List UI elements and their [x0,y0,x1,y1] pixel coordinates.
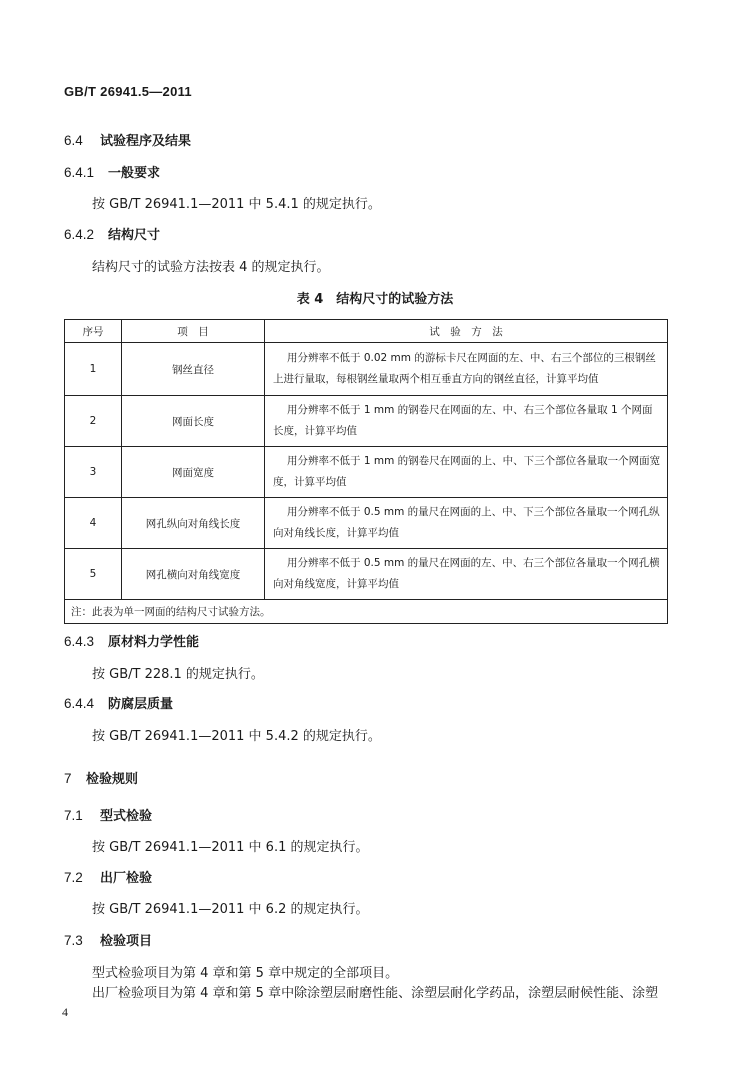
row-number: 4 [65,498,122,549]
section-number: 6.4.2 [64,227,95,242]
row-number: 5 [65,549,122,600]
section-7-3-body-1: 型式检验项目为第 4 章和第 5 章中规定的全部项目。 [92,966,399,981]
row-item: 网孔纵向对角线长度 [122,498,265,549]
row-item: 网面长度 [122,396,265,447]
table-row [65,549,668,600]
row-number: 1 [65,343,122,396]
section-6-4-1-heading [64,162,160,181]
section-6-4-2-heading [64,224,160,243]
section-number: 6.4.4 [64,696,95,711]
header-seq: 序号 [65,320,122,343]
section-7-1-body: 按 GB/T 26941.1—2011 中 6.1 的规定执行。 [92,840,369,855]
section-number: 7.1 [64,808,83,823]
section-6-4-3-heading [64,631,199,650]
section-7-3-body-2: 出厂检验项目为第 4 章和第 5 章中除涂塑层耐磨性能、涂塑层耐化学药品，涂塑层耐候性能、涂塑 [92,986,659,1001]
section-title: 型式检验 [100,809,153,824]
row-item: 网面宽度 [122,447,265,498]
table-note: 注：此表为单一网面的结构尺寸试验方法。 [65,600,668,624]
section-title: 检验规则 [86,772,139,787]
section-title: 原材料力学性能 [108,635,200,650]
section-title: 出厂检验 [100,871,153,886]
section-7-2-heading [64,867,152,886]
row-method: 用分辨率不低于 0.5 mm 的量尺在网面的左、中、右三个部位各量取一个网孔横向对角线宽度，计算平均值 [265,549,668,600]
section-6-4-1-body: 按 GB/T 26941.1—2011 中 5.4.1 的规定执行。 [92,197,381,212]
section-number: 7.3 [64,933,83,948]
row-number: 3 [65,447,122,498]
table-note-row [65,600,668,624]
row-method: 用分辨率不低于 0.5 mm 的量尺在网面的上、中、下三个部位各量取一个网孔纵向对角线长度，计算平均值 [265,498,668,549]
section-7-2-body: 按 GB/T 26941.1—2011 中 6.2 的规定执行。 [92,902,369,917]
structure-size-test-table [64,319,668,624]
section-number: 7 [64,771,72,786]
section-7-3-heading [64,930,152,949]
table-row [65,447,668,498]
section-7-1-heading [64,805,152,824]
row-method: 用分辨率不低于 1 mm 的钢卷尺在网面的左、中、右三个部位各量取 1 个网面长度，计算平均值 [265,396,668,447]
section-title: 防腐层质量 [108,697,174,712]
section-6-4-3-body: 按 GB/T 228.1 的规定执行。 [92,667,264,682]
header-method: 试 验 方 法 [265,320,668,343]
page-number: 4 [62,1005,68,1019]
section-number: 7.2 [64,870,83,885]
table-row [65,343,668,396]
table-row [65,396,668,447]
section-6-4-4-body: 按 GB/T 26941.1—2011 中 5.4.2 的规定执行。 [92,729,381,744]
table-row [65,498,668,549]
row-method: 用分辨率不低于 1 mm 的钢卷尺在网面的上、中、下三个部位各量取一个网面宽度，计算平均值 [265,447,668,498]
document-header: GB/T 26941.5—2011 [64,84,192,99]
section-number: 6.4 [64,133,83,148]
table-caption: 表 4 结构尺寸的试验方法 [296,292,454,307]
section-number: 6.4.1 [64,165,95,180]
header-item: 项 目 [122,320,265,343]
section-7-heading [64,768,138,787]
section-title: 检验项目 [100,934,153,949]
section-title: 一般要求 [108,166,161,181]
row-item: 钢丝直径 [122,343,265,396]
row-item: 网孔横向对角线宽度 [122,549,265,600]
section-number: 6.4.3 [64,634,95,649]
section-6-4-4-heading [64,693,173,712]
section-6-4-2-body: 结构尺寸的试验方法按表 4 的规定执行。 [92,260,330,275]
section-title: 试验程序及结果 [100,134,192,149]
row-method: 用分辨率不低于 0.02 mm 的游标卡尺在网面的左、中、右三个部位的三根钢丝上进行量取，每根钢丝量取两个相互垂直方向的钢丝直径，计算平均值 [265,343,668,396]
section-6-4-heading [64,130,191,149]
section-title: 结构尺寸 [108,228,161,243]
table-header-row [65,320,668,343]
row-number: 2 [65,396,122,447]
